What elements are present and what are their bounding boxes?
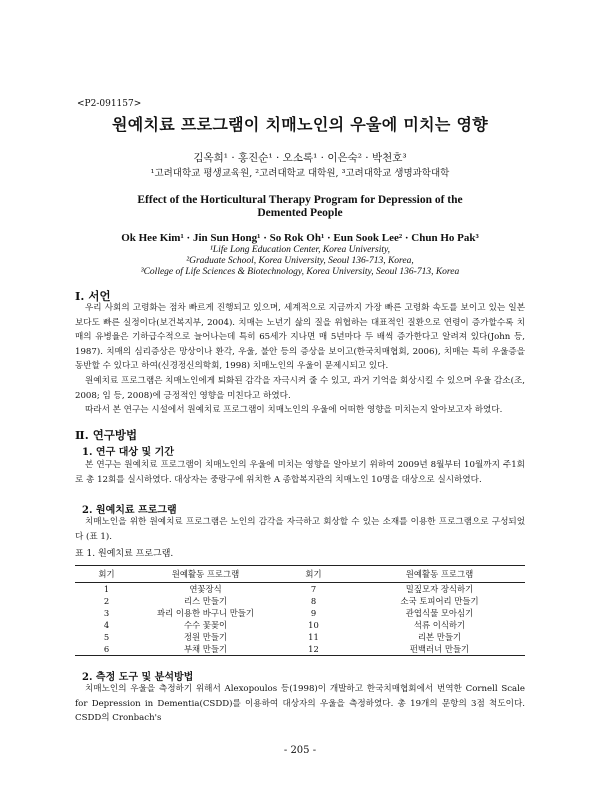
section-heading-intro: Ⅰ. 서언 (75, 289, 111, 303)
cell: 부채 만들기 (138, 643, 273, 656)
cell: 10 (308, 620, 319, 630)
cell: 9 (310, 608, 317, 618)
paper-title-english (0, 194, 600, 220)
intro-paragraph-1: 우리 사회의 고령화는 점차 빠르게 진행되고 있으며, 세계적으로 지금까지 가장 빠른 고령화 속도를 보이고 있는 일본보다도 빠른 실정이다(보건복지부, 2004). 치매는 노년기 삶의 질을 위협하는 대표적인 질환으로 연령이 증가할수록 치매의 유병율은 기하급수적으로 늘어나는데 특히 65세가 지나면 매 5년마다 두 배씩 증가한다고 알려져 있다(John 등, 1987). 치매의 심리증상은 망상이나 환각, 우울, 불안 등의 증상을 보이고(한국치매협회, 2006), 치매는 특히 우울증을 동반할 수 있다고 하여(신경정신의학회, 1998) 치매노인의 우울이 문제시되고 있다. (75, 303, 525, 372)
table-row (75, 631, 525, 643)
cell: 1 (103, 584, 110, 594)
cell: 정원 만들기 (183, 632, 228, 642)
intro-paragraph-3: 따라서 본 연구는 시설에서 원예치료 프로그램이 치매노인의 우울에 어떠한 영향을 미치는지 알아보고자 하였다. (85, 405, 503, 416)
page-number: - 205 - (283, 745, 317, 756)
program-body (75, 515, 525, 544)
subjects-paragraph: 본 연구는 원예치료 프로그램이 치매노인의 우울에 미치는 영향을 알아보기 위하여 2009년 8월부터 10월까지 주1회로 총 12회를 실시하였다. 대상자는 중랑구에 위치한 A 종합복지관의 치매노인 10명을 대상으로 실시하였다. (75, 460, 525, 485)
affiliations-korean: ¹고려대학교 평생교육원, ²고려대학교 대학원, ³고려대학교 생명과학대학 (150, 168, 450, 179)
program-table (75, 565, 525, 656)
program-paragraph: 치매노인을 위한 원예치료 프로그램은 노인의 감각을 자극하고 회상할 수 있는 소재를 이용한 프로그램으로 구성되었다 (표 1). (75, 517, 525, 542)
table-row (75, 607, 525, 619)
cell: 꽈리 이용한 바구니 만들기 (157, 608, 254, 618)
subsection-heading-program: 2. 원예치료 프로그램 (82, 505, 177, 516)
title-en-line1: Effect of the Horticultural Therapy Program for Depression of the (137, 194, 463, 206)
subsection-heading-measurement: 2. 측정 도구 및 분석방법 (82, 672, 194, 683)
authors-english: Ok Hee Kim¹ · Jin Sun Hong¹ · So Rok Oh¹ · Eun Sook Lee² · Chun Ho Pak³ (121, 232, 479, 244)
cell: 5 (103, 632, 110, 642)
cell: 7 (310, 584, 317, 594)
measurement-paragraph: 치매노인의 우울을 측정하기 위해서 Alexopoulos 등(1998)이 개발하고 한국치매협회에서 번역한 Cornell Scale for Depression in Dementia(CSDD)를 이용하여 대상자의 우울을 측정하였다. 총 19개의 문항의 3점 척도이다. CSDD의 Cronbach's (75, 684, 525, 724)
table-row (75, 583, 525, 596)
table-row (75, 619, 525, 631)
affiliation-en-2: ²Graduate School, Korea University, Seoul 136-713, Korea, (186, 256, 414, 266)
cell: 펀백러너 만들기 (354, 643, 525, 656)
cell: 리본 만들기 (417, 632, 462, 642)
measurement-body (75, 682, 525, 726)
cell: 리스 만들기 (183, 596, 228, 606)
affiliation-en-3: ³College of Life Sciences & Biotechnology, Korea University, Seoul 136-713, Korea (140, 267, 460, 277)
cell: 수수 꽃꽂이 (183, 620, 228, 630)
header-session-left: 회기 (75, 566, 138, 583)
table-row (75, 595, 525, 607)
cell: 연꽃장식 (189, 584, 222, 594)
subjects-body (75, 458, 525, 487)
intro-body (75, 301, 525, 418)
affiliation-en-1: ¹Life Long Education Center, Korea University, (209, 245, 391, 255)
header-activity-right: 원예활동 프로그램 (354, 566, 525, 583)
cell: 3 (103, 608, 110, 618)
table-row (75, 643, 525, 656)
paper-code: <P2-091157> (77, 99, 142, 109)
paper-title: 원예치료 프로그램이 치매노인의 우울에 미치는 영향 (112, 115, 488, 134)
cell: 12 (273, 643, 354, 656)
authors-korean: 김옥희¹ · 홍진순¹ · 오소록¹ · 이은숙² · 박천호³ (193, 152, 407, 164)
cell: 11 (308, 632, 319, 642)
header-session-right: 회기 (273, 566, 354, 583)
table-header-row (75, 566, 525, 583)
intro-paragraph-2: 원예치료 프로그램은 치매노인에게 퇴화된 감각을 자극시켜 줄 수 있고, 과거 기억을 회상시킬 수 있으며 우울 감소(조, 2008; 임 등, 2008)에 긍정적인 영향을 미친다고 하였다. (75, 375, 525, 401)
cell: 2 (103, 596, 110, 606)
title-en-line2: Demented People (257, 207, 343, 219)
cell: 소국 토피어리 만들기 (400, 596, 479, 606)
cell: 6 (75, 643, 138, 656)
section-heading-methods: Ⅱ. 연구방법 (75, 428, 138, 442)
cell: 관엽식물 모아심기 (405, 608, 474, 618)
cell: 4 (103, 620, 110, 630)
header-activity-left: 원예활동 프로그램 (138, 566, 273, 583)
cell: 밀짚모자 장식하기 (405, 584, 474, 594)
subsection-heading-subjects: 1. 연구 대상 및 기간 (82, 447, 174, 458)
cell: 8 (310, 596, 317, 606)
cell: 석류 이식하기 (413, 620, 466, 630)
table-caption: 표 1. 원예치료 프로그램. (75, 549, 174, 559)
